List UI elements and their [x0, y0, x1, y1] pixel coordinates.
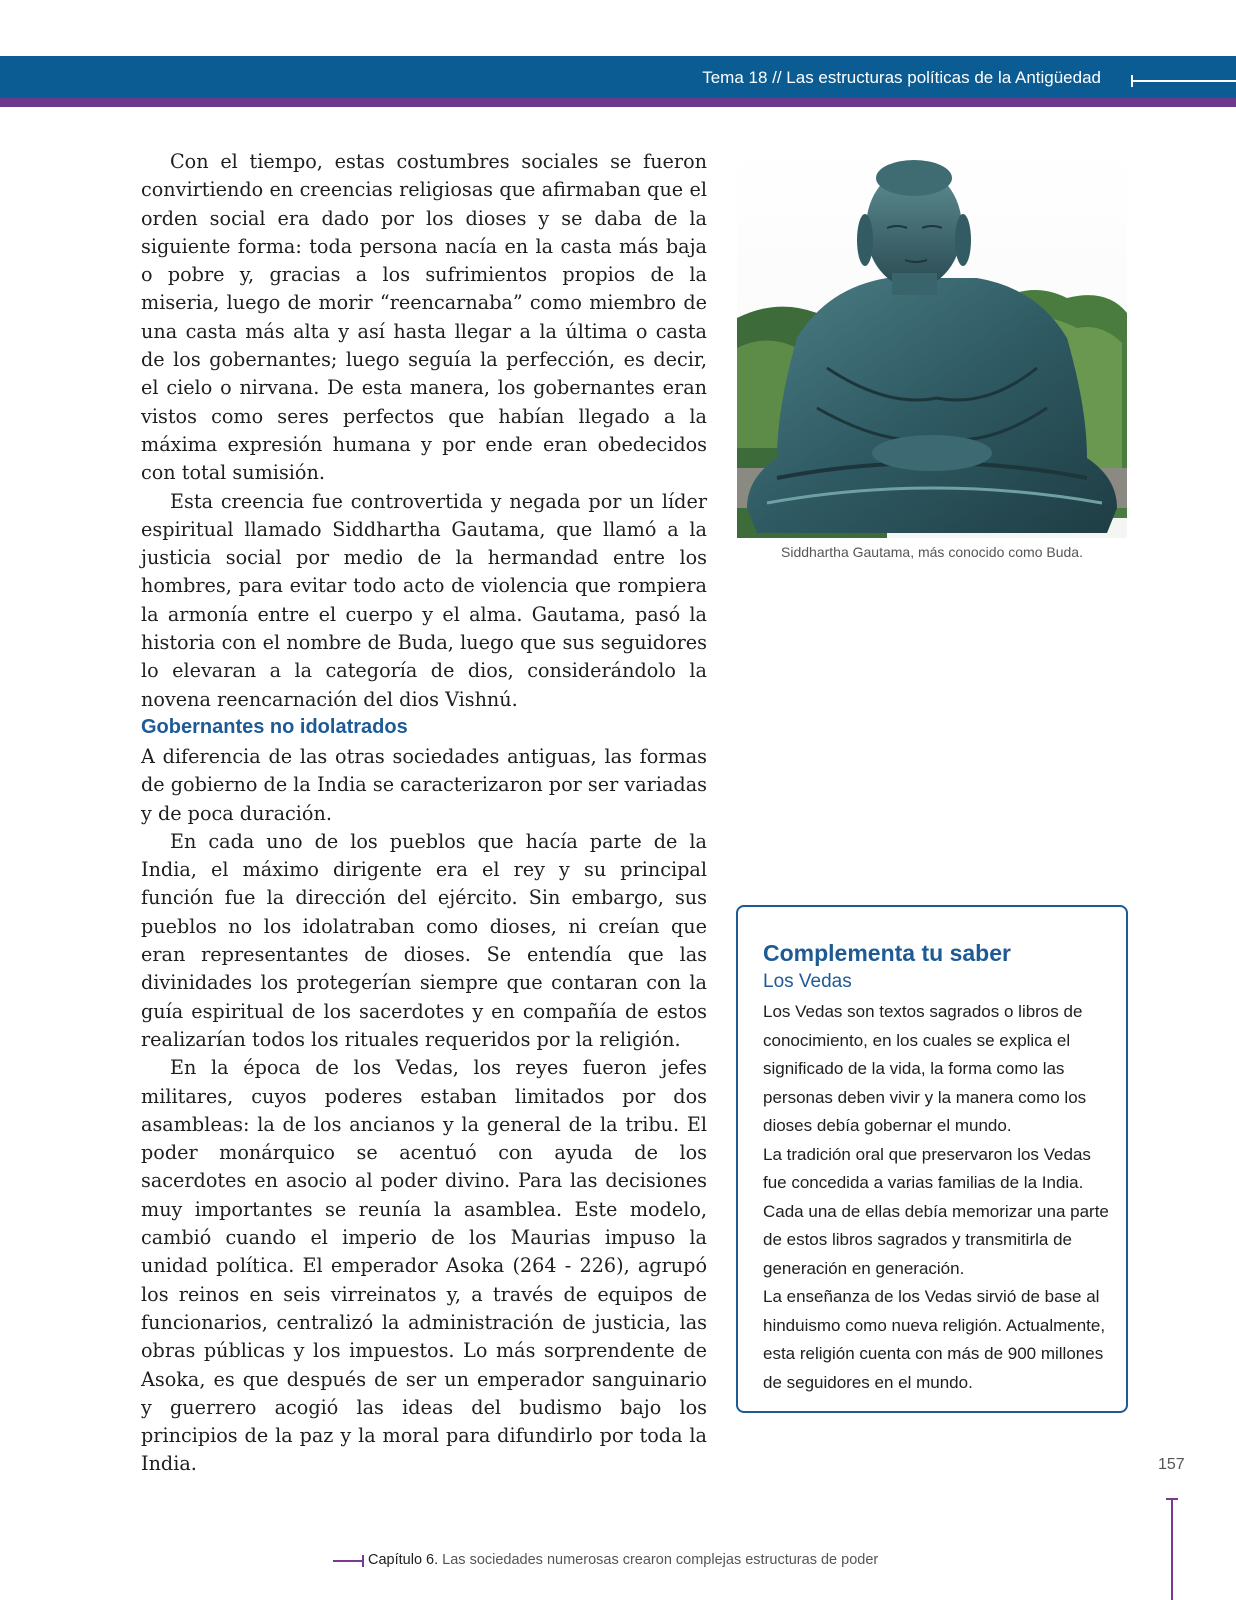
page-number: 157	[1158, 1456, 1185, 1473]
header-stripe	[0, 98, 1236, 107]
footer-rule-tick	[362, 1555, 364, 1567]
footer-chapter-label: Capítulo 6.	[368, 1552, 439, 1568]
paragraph: A diferencia de las otras sociedades antiguas, las formas de gobierno de la India se caracterizaron por ser variadas y de poca duración.	[141, 745, 707, 825]
section-heading: Gobernantes no idolatrados	[141, 716, 408, 738]
footer-chapter	[368, 1552, 878, 1568]
paragraph: Con el tiempo, estas costumbres sociales se fueron convirtiendo en creencias religiosas que afirmaban que el orden social era dado por los dioses y se daba de la siguiente forma: toda persona nacía en la casta más baja o pobre y, gracias a los sufrimientos propios de la miseria, luego de morir “reencarnaba” como miembro de una casta más alta y así hasta llegar a la última o casta de los gobernantes; luego seguía la perfección, es decir, el cielo o nirvana. De esta manera, los gobernantes eran vistos como seres perfectos que habían llegado a la máxima expresión humana y por ende eran obedecidos con total sumisión.	[141, 150, 707, 485]
photo-caption: Siddhartha Gautama, más conocido como Buda.	[781, 544, 1083, 560]
sidebar-subtitle: Los Vedas	[763, 971, 852, 992]
main-text-section	[141, 743, 707, 1479]
sidebar-paragraph: Los Vedas son textos sagrados o libros de conocimiento, en los cuales se explica el significado de la vida, la forma como las personas deben vivir y la manera como los dioses debía gobernar el mundo.	[763, 1002, 1087, 1135]
sidebar-paragraph: La tradición oral que preservaron los Vedas fue concedida a varias familias de la India. Cada una de ellas debía memorizar una parte de estos libros sagrados y transmitirla de generación en generación.	[763, 1144, 1109, 1278]
sidebar-title: Complementa tu saber	[763, 940, 1011, 966]
header-rule	[1132, 80, 1236, 82]
paragraph: En cada uno de los pueblos que hacía parte de la India, el máximo dirigente era el rey y su principal función fue la dirección del ejército. Sin embargo, sus pueblos no los idolatraban como dioses, ni creían que eran representantes de dioses. Se entendía que las divinidades los protegerían siempre que contaran con la guía espiritual de los sacerdotes y en compañía de estos realizarían todos los rituales requeridos por la religión.	[141, 829, 707, 1051]
paragraph: Esta creencia fue controvertida y negada por un líder espiritual llamado Siddhartha Gautama, que llamó a la justicia social por medio de la hermandad entre los hombres, para evitar todo acto de violencia que rompiera la armonía entre el cuerpo y el alma. Gautama, pasó la historia con el nombre de Buda, luego que sus seguidores lo elevaran a la categoría de dios, considerándolo la novena reencarnación del dios Vishnú.	[141, 489, 707, 711]
main-text-intro	[141, 148, 707, 714]
buddha-statue-photo	[737, 148, 1127, 538]
sidebar-body	[763, 998, 1113, 1397]
margin-rule	[1171, 1498, 1173, 1600]
footer-rule	[333, 1560, 363, 1562]
paragraph: En la época de los Vedas, los reyes fueron jefes militares, cuyos poderes estaban limitados por dos asambleas: la de los ancianos y la general de la tribu. El poder monárquico se acentuó con ayuda de los sacerdotes en asocio al poder divino. Para las decisiones muy importantes se reunía la asamblea. Este modelo, cambió cuando el imperio de los Maurias impuso la unidad política. El emperador Asoka (264 - 226), agrupó los reinos en seis virreinatos y, a través de equipos de funcionarios, centralizó la administración de justicia, las obras públicas y los impuestos. Lo más sorprendente de Asoka, es que después de ser un emperador sanguinario y guerrero acogió las ideas del budismo bajo los principios de la paz y la moral para difundirlo por toda la India.	[141, 1056, 707, 1476]
sidebar-paragraph: La enseñanza de los Vedas sirvió de base al hinduismo como nueva religión. Actualmente, esta religión cuenta con más de 900 millones de seguidores en el mundo.	[763, 1287, 1106, 1392]
footer-chapter-title: Las sociedades numerosas crearon complejas estructuras de poder	[442, 1552, 879, 1568]
header-title: Tema 18 // Las estructuras políticas de la Antigüedad	[702, 68, 1101, 87]
